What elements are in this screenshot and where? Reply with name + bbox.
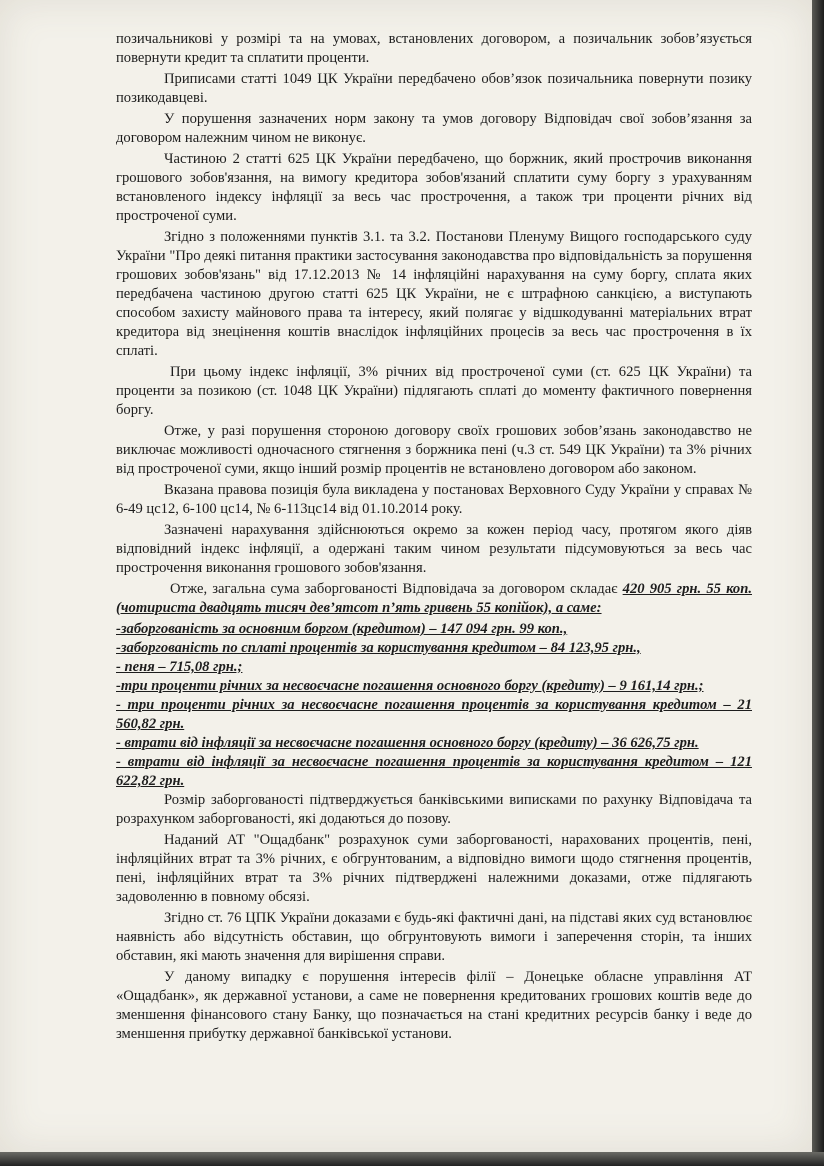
debt-item-interest: -заборгованість по сплаті процентів за користування кредитом – 84 123,95 грн., bbox=[116, 640, 641, 656]
document-body bbox=[116, 30, 752, 1046]
total-paragraph bbox=[116, 580, 752, 618]
paragraph-6: При цьому індекс інфляції, 3% річних від простроченої суми (ст. 625 ЦК України) та проценти за позикою (ст. 1048 ЦК України) підлягають сплаті до моменту фактичного повернення боргу. bbox=[116, 364, 752, 418]
scan-edge-bottom bbox=[0, 1152, 824, 1166]
paragraph-4: Частиною 2 статті 625 ЦК України передбачено, що боржник, який прострочив виконання грошового зобов'язання, на вимогу кредитора зобов'язаний сплатити суму боргу з урахуванням встановленого індексу інфляції за весь час прострочення, а також три проценти річних від простроченої суми. bbox=[116, 151, 752, 224]
total-prefix: Отже, загальна сума заборгованості Відповідача за договором складає bbox=[170, 581, 618, 597]
paragraph-2: Приписами статті 1049 ЦК України передбачено обов’язок позичальника повернути позику позикодавцеві. bbox=[116, 71, 752, 106]
paragraph-7: Отже, у разі порушення стороною договору своїх грошових зобов’язань законодавство не виключає можливості одночасного стягнення з боржника пені (ч.3 ст. 549 ЦК України) та 3% річних від простроченої суми, якщо інший розмір процентів не встановлено договором або законом. bbox=[116, 423, 752, 477]
paragraph-9: Зазначені нарахування здійснюються окремо за кожен період часу, протягом якого діяв відповідний індекс інфляції, а одержані таким чином результати підсумовуються за весь час прострочення виконання грошового зобов'язання. bbox=[116, 522, 752, 576]
paragraph-3: У порушення зазначених норм закону та умов договору Відповідач свої зобов’язання за договором належним чином не виконує. bbox=[116, 111, 752, 146]
closing-paragraph-3: Згідно ст. 76 ЦПК України доказами є будь-які фактичні дані, на підставі яких суд встановлює наявність або відсутність обставин, що обгрунтовують вимоги і заперечення сторін, та інших обставин, які мають значення для вирішення справи. bbox=[116, 910, 752, 964]
paragraph-8: Вказана правова позиція була викладена у постановах Верховного Суду України у справах № 6-49 цс12, 6-100 цс14, № 6-113цс14 від 01.10.2014 року. bbox=[116, 482, 752, 517]
paragraph-5: Згідно з положеннями пунктів 3.1. та 3.2. Постанови Пленуму Вищого господарського суду України "Про деякі питання практики застосування законодавства про відповідальність за порушення грошових зобов'язань" від 17.12.2013 № 14 інфляційні нарахування на суму боргу, сплата яких передбачена частиною другою статті 625 ЦК України, не є штрафною санкцією, а виступають способом захисту майнового права та інтересу, який полягає у відшкодуванні матеріальних втрат кредитора від знецінення коштів внаслідок інфляційних процесів за весь час прострочення в їх сплаті. bbox=[116, 229, 752, 359]
debt-item-inflation-interest: - втрати від інфляції за несвоєчасне погашення процентів за користування кредитом – 121 622,82 грн. bbox=[116, 754, 752, 789]
debt-item-inflation-principal: - втрати від інфляції за несвоєчасне погашення основного боргу (кредиту) – 36 626,75 грн. bbox=[116, 735, 699, 751]
debt-item-principal: -заборгованість за основним боргом (кредитом) – 147 094 грн. 99 коп., bbox=[116, 621, 568, 637]
debt-item-3pct-interest: - три проценти річних за несвоєчасне погашення процентів за користування кредитом – 21 560,82 грн. bbox=[116, 697, 752, 732]
closing-paragraph-2: Наданий АТ "Ощадбанк" розрахунок суми заборгованості, нарахованих процентів, пені, інфляційних втрат та 3% річних, є обгрунтованим, а відповідно вимоги щодо стягнення процентів, пені, інфляційних втрат та 3% річних підтверджені належними доказами, отже підлягають задоволенню в повному обсязі. bbox=[116, 832, 752, 905]
total-amount: 420 905 грн. 55 коп. (чотириста двадцять тисяч дев’ятсот п’ять гривень 55 копійок), а саме: bbox=[116, 581, 752, 616]
closing-paragraph-4: У даному випадку є порушення інтересів філії – Донецьке обласне управління АТ «Ощадбанк», як державної установи, а саме не повернення кредитованих грошових коштів веде до зменшення фінансового стану Банку, що позначається на стані кредитних ресурсів банку і веде до зменшення прибутку державної банківської установи. bbox=[116, 969, 752, 1042]
paragraph-1: позичальникові у розмірі та на умовах, встановлених договором, а позичальник зобов’язується повернути кредит та сплатити проценти. bbox=[116, 31, 752, 66]
scan-edge-right bbox=[812, 0, 824, 1166]
debt-item-penalty: - пеня – 715,08 грн.; bbox=[116, 659, 243, 675]
closing-paragraph-1: Розмір заборгованості підтверджується банківськими виписками по рахунку Відповідача та розрахунком заборгованості, які додаються до позову. bbox=[116, 792, 752, 827]
debt-item-3pct-principal: -три проценти річних за несвоєчасне погашення основного боргу (кредиту) – 9 161,14 грн.; bbox=[116, 678, 704, 694]
